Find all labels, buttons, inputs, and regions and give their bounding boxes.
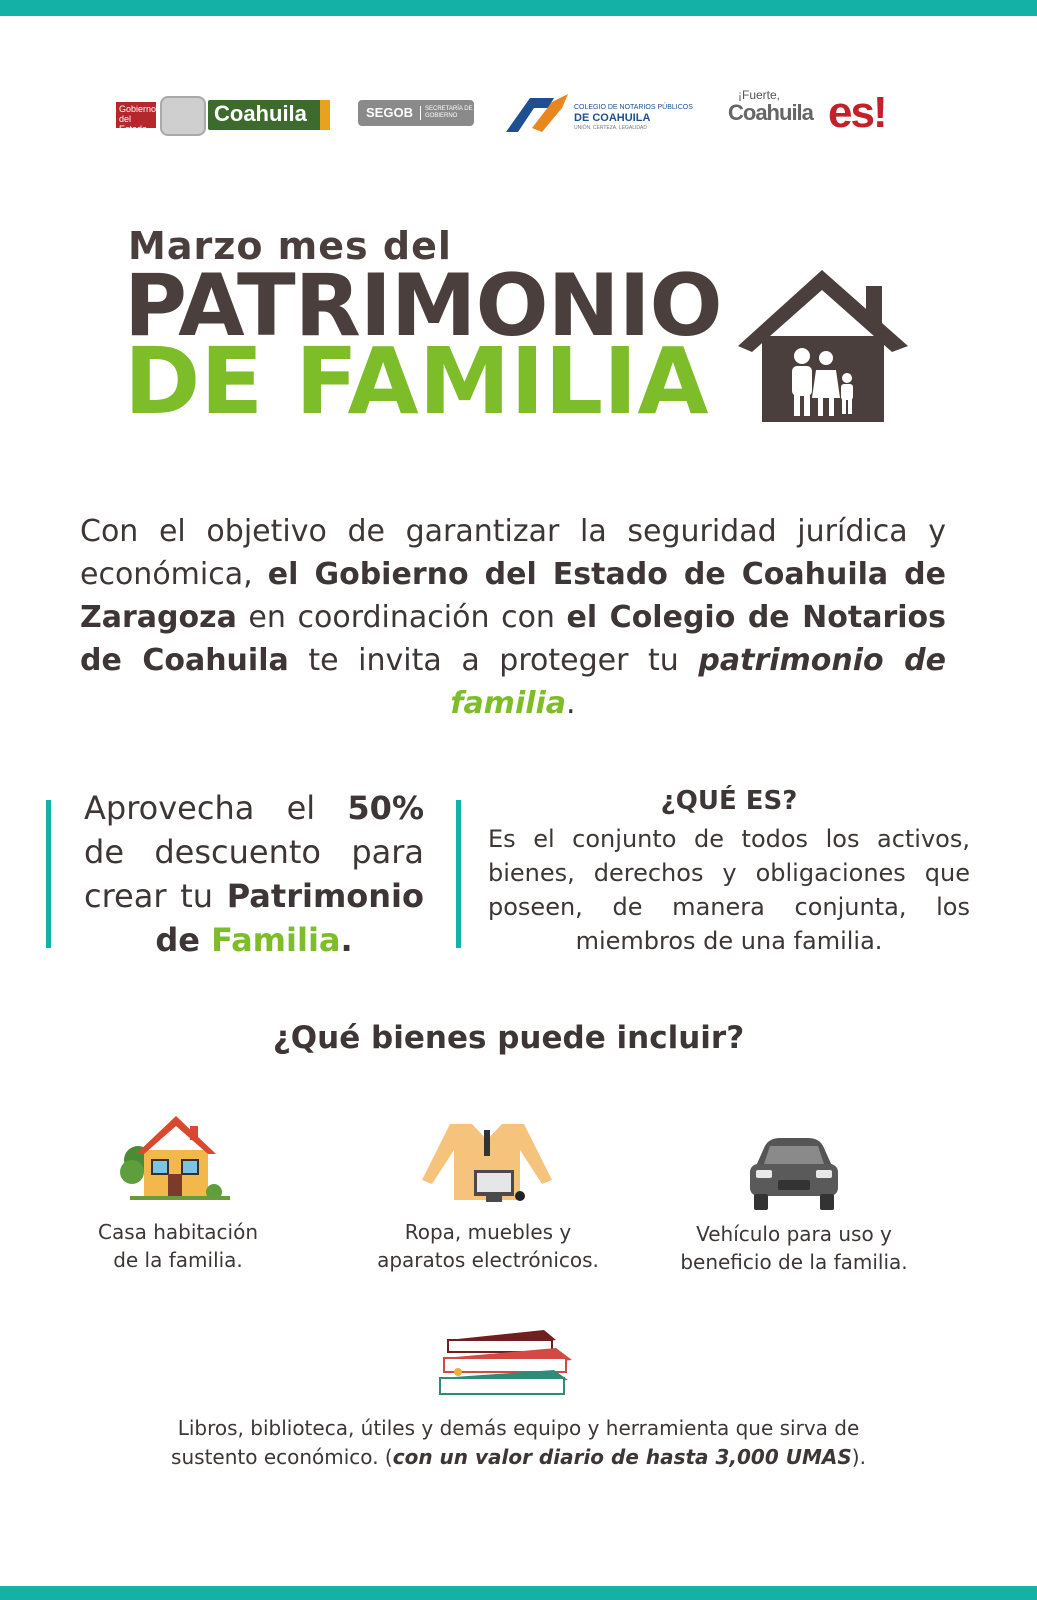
es-label: es! bbox=[828, 88, 886, 137]
books-icon bbox=[438, 1326, 578, 1402]
coahuila-label-2: Coahuila bbox=[728, 100, 813, 125]
family-house-icon bbox=[738, 266, 908, 422]
colegio-notarios-logo bbox=[502, 88, 693, 148]
partner-logos bbox=[110, 86, 930, 146]
coahuila-label: Coahuila bbox=[214, 101, 307, 126]
car-icon bbox=[746, 1136, 842, 1212]
segob-sub-label: SECRETARÍA DE GOBIERNO bbox=[420, 106, 474, 120]
colegio-line1: COLEGIO DE NOTARIOS PÚBLICOS bbox=[574, 104, 693, 111]
house-icon bbox=[120, 1110, 232, 1202]
gobierno-label: Gobierno del Estado bbox=[116, 102, 156, 128]
que-es-body: Es el conjunto de todos los activos, bienes, derechos y obligaciones que poseen, de manera conjunta, los miembros de una familia. bbox=[488, 825, 970, 955]
state-seal-icon bbox=[160, 96, 206, 136]
item-vehiculo: Vehículo para uso y beneficio de la familia. bbox=[680, 1222, 908, 1274]
title-line-1: Marzo mes del bbox=[128, 224, 452, 268]
que-es-heading: ¿QUÉ ES? bbox=[660, 786, 798, 816]
intro-paragraph: Con el objetivo de garantizar la seguridad jurídica y económica, el Gobierno del Estado de Coahuila de Zaragoza en coordinación con el Colegio de Notarios de Coahuila te invita a proteger tu patrimonio de familia. bbox=[80, 514, 947, 721]
item-casa: Casa habitación de la familia. bbox=[98, 1220, 258, 1272]
title-line-2: PATRIMONIO bbox=[124, 256, 722, 356]
fuerte-label: ¡Fuerte, bbox=[738, 88, 781, 102]
divider-left bbox=[46, 800, 51, 948]
title-line-3: DE FAMILIA bbox=[124, 328, 709, 435]
colegio-emblem-icon bbox=[502, 88, 574, 138]
discount-offer: Aprovecha el 50% de descuento para crear tu Patrimonio de Familia. bbox=[84, 789, 424, 959]
coahuila-wordmark bbox=[208, 100, 330, 130]
top-accent-bar bbox=[0, 0, 1037, 16]
clothes-electronics-icon bbox=[420, 1120, 554, 1206]
item-ropa: Ropa, muebles y aparatos electrónicos. bbox=[377, 1220, 599, 1272]
segob-label: SEGOB bbox=[366, 105, 413, 120]
bienes-heading: ¿Qué bienes puede incluir? bbox=[272, 1020, 745, 1056]
bottom-accent-bar bbox=[0, 1586, 1037, 1600]
colegio-line3: UNIÓN, CERTEZA, LEGALIDAD bbox=[574, 125, 647, 131]
item-libros: Libros, biblioteca, útiles y demás equipo y herramienta que sirva de sustento económico. (con un valor diario de hasta 3,000 UMAS). bbox=[171, 1416, 866, 1469]
divider-middle bbox=[456, 800, 461, 948]
colegio-line2: DE COAHUILA bbox=[574, 112, 651, 124]
